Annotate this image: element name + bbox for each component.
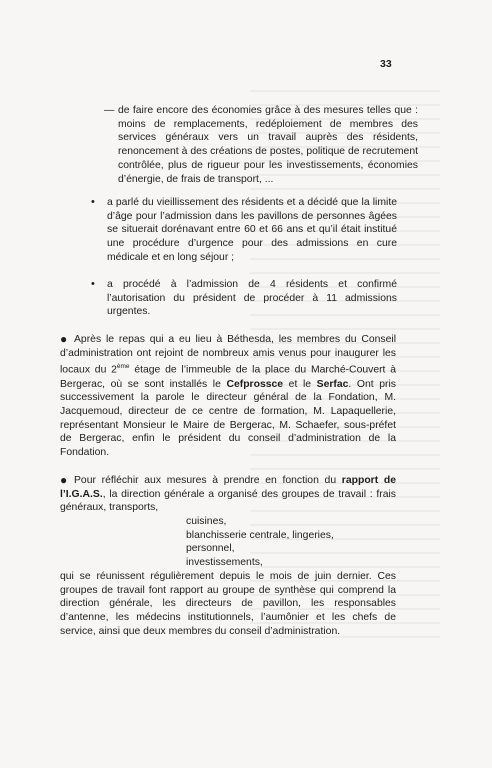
paragraph-bullet: ● <box>60 332 68 346</box>
paragraph-text <box>60 333 396 460</box>
organization-name: Cefprossce <box>226 378 284 390</box>
dash-item-text: de faire encore des économies grâce à des mesures telles que : moins de remplacements, redéploiement de membres des services généraux vers un travail auprès des résidents, renoncement à des créations de postes, politique de recrutement contrôlée, plus de rigueur pour les investissements, économies d’énergie, de frais de transport, ... <box>118 105 418 185</box>
paragraph-bullet: ● <box>60 473 68 487</box>
text-run: étage de l’immeuble de la place du Marché-Couvert à Bergerac, où se sont installés le <box>60 364 396 390</box>
working-group-list <box>186 515 406 570</box>
paragraph-text <box>60 474 396 515</box>
working-group-item: cuisines, <box>186 516 227 527</box>
dash-marker: — <box>104 105 115 116</box>
bullet-marker: • <box>91 196 95 208</box>
page-number: 33 <box>380 58 392 70</box>
dash-list-item <box>104 104 418 186</box>
text-run: . Ont pris successivement la parole le directeur général de la Fondation, M. Jacquemoud, directeur de ce centre de formation, M. Lapaquellerie, représentant Monsieur le Maire de Bergerac, M. Schaefer, sous-préfet de Bergerac, enfin le président du conseil d’administration de la Fondation. <box>60 378 397 459</box>
superscript: ème <box>116 363 130 371</box>
text-run: , la direction générale a organisé des groupes de travail : frais généraux, transports, <box>60 488 396 514</box>
paragraph-text: qui se réunissent régulièrement depuis le mois de juin dernier. Ces groupes de travail font rapport au groupe de synthèse qui comprend la direction générale, les directeurs de pavillon, les responsables d’antenne, les médecins institutionnels, l’aumônier et les chefs de service, ainsi que deux membres du conseil d’administration. <box>60 571 396 637</box>
bullet-item <box>91 196 397 265</box>
text-run: Pour réfléchir aux mesures à prendre en fonction du <box>74 475 342 486</box>
text-run: et le <box>283 378 317 390</box>
paragraph-working-groups-closing <box>60 570 396 639</box>
paragraph-inauguration <box>60 333 396 460</box>
organization-name: Serfac <box>316 378 349 390</box>
bullet-item <box>91 278 397 319</box>
text-run: Après le repas qui a eu lieu à Béthesda, les membres du Conseil d’administration ont rejoint de nombreux amis venus pour inaugurer les locaux du 2 <box>60 334 396 376</box>
bullet-item-text: a procédé à l’admission de 4 résidents et confirmé l’autorisation du président de procéder à 11 admissions urgentes. <box>107 279 397 318</box>
working-group-item: personnel, <box>186 543 235 555</box>
working-group-item: blanchisserie centrale, lingeries, <box>186 529 334 541</box>
bullet-item-text: a parlé du vieillissement des résidents et a décidé que la limite d’âge pour l’admission dans les pavillons de personnes âgées se situerait dorénavant entre 60 et 66 ans et qu’il était institué une procédure d’urgence pour des admissions en cure médicale et en long séjour ; <box>107 197 397 263</box>
working-group-item: investissements, <box>186 557 263 569</box>
report-name: rapport de l’I.G.A.S. <box>60 475 396 500</box>
paragraph-working-groups <box>60 474 396 515</box>
bullet-marker: • <box>91 278 95 290</box>
